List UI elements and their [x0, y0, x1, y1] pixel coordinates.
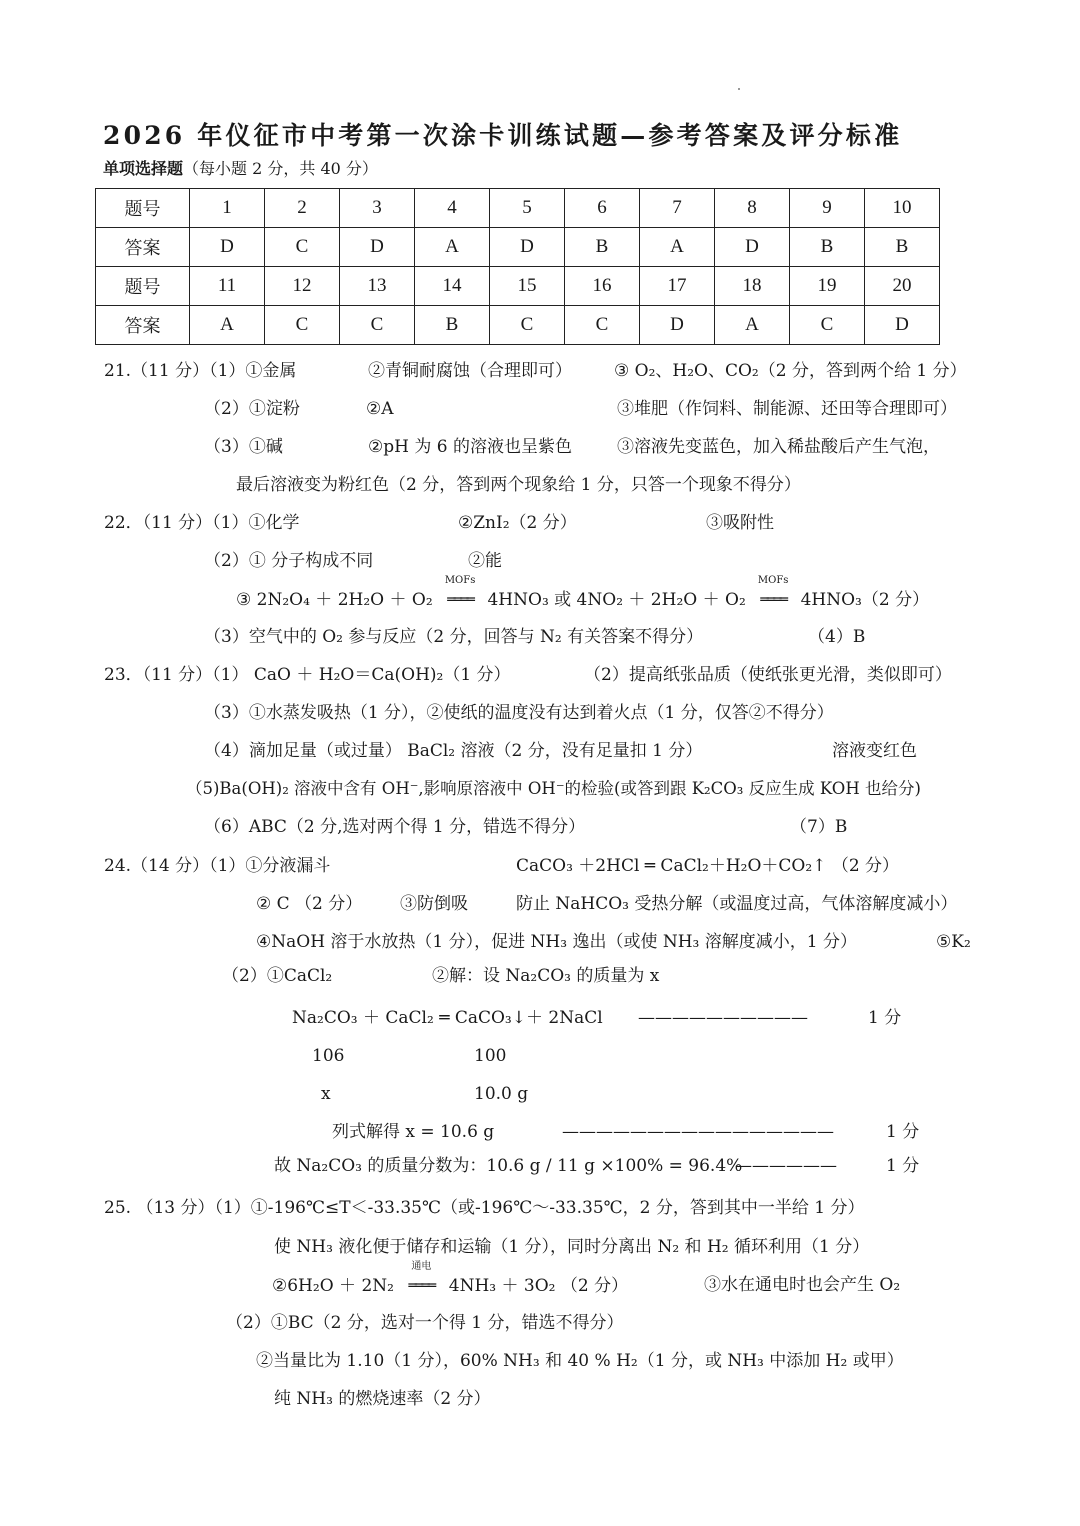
row-header: 答案 — [96, 228, 190, 267]
reaction-condition: 通电 — [411, 1261, 432, 1272]
cell: 19 — [790, 267, 865, 306]
row-header: 题号 — [96, 267, 190, 306]
cell: 18 — [715, 267, 790, 306]
q21-text: ③溶液先变蓝色，加入稀盐酸后产生气泡， — [617, 437, 940, 457]
cell: C — [790, 306, 865, 345]
q24-text: 24.（14 分）（1）①分液漏斗 — [104, 856, 331, 876]
answer-table — [95, 188, 940, 345]
cell: C — [565, 306, 640, 345]
row-header: 答案 — [96, 306, 190, 345]
cell: D — [190, 228, 265, 267]
cell: 12 — [265, 267, 340, 306]
q25-text: 25. （13 分）（1）①-196℃≤T＜-33.35℃（或-196℃～-33.35℃，2 分，答到其中一半给 1 分） — [104, 1198, 865, 1218]
cell: 16 — [565, 267, 640, 306]
q22-text: 22．（11 分）（1）①化学 — [104, 513, 300, 533]
cell: C — [340, 306, 415, 345]
eq-part: ②6H₂O ＋ 2N₂ — [272, 1276, 394, 1296]
q24-text: ⑤K₂ — [936, 932, 971, 952]
q22-text: （4）B — [808, 627, 866, 647]
q24-dashes: —————— — [735, 1156, 837, 1176]
cell: D — [715, 228, 790, 267]
q23-text: （2）提高纸张品质（使纸张更光滑，类似即可） — [584, 665, 952, 685]
cell: D — [865, 306, 940, 345]
cell: 9 — [790, 189, 865, 228]
q23-text: 23．（11 分）（1） CaO ＋ H₂O＝Ca(OH)₂（1 分） — [104, 665, 511, 685]
cell: B — [865, 228, 940, 267]
cell: B — [565, 228, 640, 267]
cell: 6 — [565, 189, 640, 228]
cell: A — [640, 228, 715, 267]
q25-text: （2）①BC（2 分，选对一个得 1 分，错选不得分） — [226, 1313, 624, 1333]
cell: 15 — [490, 267, 565, 306]
q24-text: 列式解得 x = 10.6 g — [332, 1122, 495, 1142]
table-row — [96, 189, 940, 228]
eq-part: 4NH₃ ＋ 3O₂ （2 分） — [448, 1276, 629, 1296]
cell: 14 — [415, 267, 490, 306]
q24-score: 1 分 — [868, 1008, 902, 1028]
q21-text: ②pH 为 6 的溶液也呈紫色 — [368, 437, 572, 457]
q22-text: （2）① 分子构成不同 — [204, 551, 374, 571]
q23-text: （7）B — [790, 817, 848, 837]
q24-text: ②解：设 Na₂CO₃ 的质量为 x — [432, 966, 660, 986]
q23-text: （5)Ba(OH)₂ 溶液中含有 OH⁻,影响原溶液中 OH⁻的检验(或答到跟 K₂CO₃ 反应生成 KOH 也给分) — [186, 779, 921, 798]
q25-text: 使 NH₃ 液化便于储存和运输（1 分），同时分离出 N₂ 和 H₂ 循环利用（1 分） — [274, 1237, 870, 1257]
scan-speck — [738, 88, 740, 90]
table-row — [96, 306, 940, 345]
q24-text: 10.0 g — [474, 1084, 529, 1104]
cell: B — [415, 306, 490, 345]
section-note: （每小题 2 分，共 40 分） — [183, 159, 378, 178]
cell: A — [715, 306, 790, 345]
q24-dashes: —————————— — [638, 1008, 808, 1028]
q25-text: ③水在通电时也会产生 O₂ — [704, 1275, 901, 1295]
q23-text: （6）ABC（2 分,选对两个得 1 分，错选不得分） — [204, 817, 586, 837]
cell: B — [790, 228, 865, 267]
q24-text: CaCO₃ ＋2HCl ═ CaCl₂＋H₂O＋CO₂↑ （2 分） — [516, 856, 900, 876]
cell: 7 — [640, 189, 715, 228]
q23-text: （3）①水蒸发吸热（1 分），②使纸的温度没有达到着火点（1 分，仅答②不得分） — [204, 703, 834, 723]
reaction-arrow: MOFs ════ — [438, 587, 482, 612]
cell: 5 — [490, 189, 565, 228]
q21-text: ②A — [366, 399, 394, 419]
cell: 3 — [340, 189, 415, 228]
q24-text: ③防倒吸 — [400, 894, 468, 914]
q24-dashes: ———————————————— — [562, 1122, 834, 1142]
cell: 4 — [415, 189, 490, 228]
q24-text: 防止 NaHCO₃ 受热分解（或温度过高，气体溶解度减小） — [516, 894, 958, 914]
q23-text: （4）滴加足量（或过量） BaCl₂ 溶液（2 分，没有足量扣 1 分） — [204, 741, 703, 761]
q22-text: ②能 — [468, 551, 502, 571]
reaction-arrow: 通电 ════ — [399, 1273, 443, 1298]
cell: D — [640, 306, 715, 345]
q21-text: （2）①淀粉 — [204, 399, 300, 419]
q22-text: （3）空气中的 O₂ 参与反应（2 分，回答与 N₂ 有关答案不得分） — [204, 627, 704, 647]
page-title: 2026 年仪征市中考第一次涂卡训练试题—参考答案及评分标准 — [103, 121, 903, 150]
cell: 2 — [265, 189, 340, 228]
q24-text: 106 — [312, 1046, 345, 1066]
cell: 1 — [190, 189, 265, 228]
row-header: 题号 — [96, 189, 190, 228]
q21-text: ③ O₂、H₂O、CO₂（2 分，答到两个给 1 分） — [614, 361, 967, 381]
q24-text: x — [321, 1084, 331, 1104]
q25-text: ②当量比为 1.10（1 分），60% NH₃ 和 40 % H₂（1 分，或 NH₃ 中添加 H₂ 或甲） — [256, 1351, 904, 1371]
reaction-condition: MOFs — [444, 575, 476, 586]
table-row — [96, 267, 940, 306]
q24-text: ② C （2 分） — [256, 894, 363, 914]
q21-text: 最后溶液变为粉红色（2 分，答到两个现象给 1 分，只答一个现象不得分） — [236, 475, 801, 495]
cell: 10 — [865, 189, 940, 228]
reaction-arrow: MOFs ════ — [751, 587, 795, 612]
q22-text: ②ZnI₂（2 分） — [458, 513, 577, 533]
cell: 17 — [640, 267, 715, 306]
cell: A — [190, 306, 265, 345]
cell: C — [265, 306, 340, 345]
eq-part: 4HNO₃ 或 4NO₂ ＋ 2H₂O ＋ O₂ — [487, 590, 746, 610]
q23-text: 溶液变红色 — [832, 741, 917, 761]
table-row — [96, 228, 940, 267]
q24-text: 故 Na₂CO₃ 的质量分数为：10.6 g / 11 g ×100% = 96.4% — [274, 1156, 743, 1176]
q21-text: 21.（11 分）（1）①金属 — [104, 361, 297, 381]
q25-text: 纯 NH₃ 的燃烧速率（2 分） — [274, 1389, 491, 1409]
cell: D — [490, 228, 565, 267]
q22-text: ③吸附性 — [706, 513, 774, 533]
q24-text: （2）①CaCl₂ — [222, 966, 333, 986]
q21-text: （3）①碱 — [204, 437, 283, 457]
q25-equation — [272, 1261, 629, 1298]
cell: D — [340, 228, 415, 267]
cell: 13 — [340, 267, 415, 306]
cell: 8 — [715, 189, 790, 228]
cell: 11 — [190, 267, 265, 306]
q21-text: ③堆肥（作饲料、制能源、还田等合理即可） — [617, 399, 957, 419]
q24-score: 1 分 — [886, 1156, 920, 1176]
cell: A — [415, 228, 490, 267]
section-label: 单项选择题 — [103, 159, 184, 178]
cell: C — [265, 228, 340, 267]
cell: C — [490, 306, 565, 345]
q24-text: Na₂CO₃ ＋ CaCl₂ ═ CaCO₃↓＋ 2NaCl — [292, 1008, 603, 1028]
reaction-condition: MOFs — [757, 575, 789, 586]
q22-equation — [236, 575, 930, 612]
q21-text: ②青铜耐腐蚀（合理即可） — [368, 361, 572, 381]
q24-text: 100 — [474, 1046, 507, 1066]
q24-text: ④NaOH 溶于水放热（1 分），促进 NH₃ 逸出（或使 NH₃ 溶解度减小，1 分） — [256, 932, 858, 952]
eq-part: 4HNO₃（2 分） — [800, 590, 930, 610]
section-heading — [103, 156, 378, 179]
cell: 20 — [865, 267, 940, 306]
eq-part: ③ 2N₂O₄ ＋ 2H₂O ＋ O₂ — [236, 590, 433, 610]
q24-score: 1 分 — [886, 1122, 920, 1142]
